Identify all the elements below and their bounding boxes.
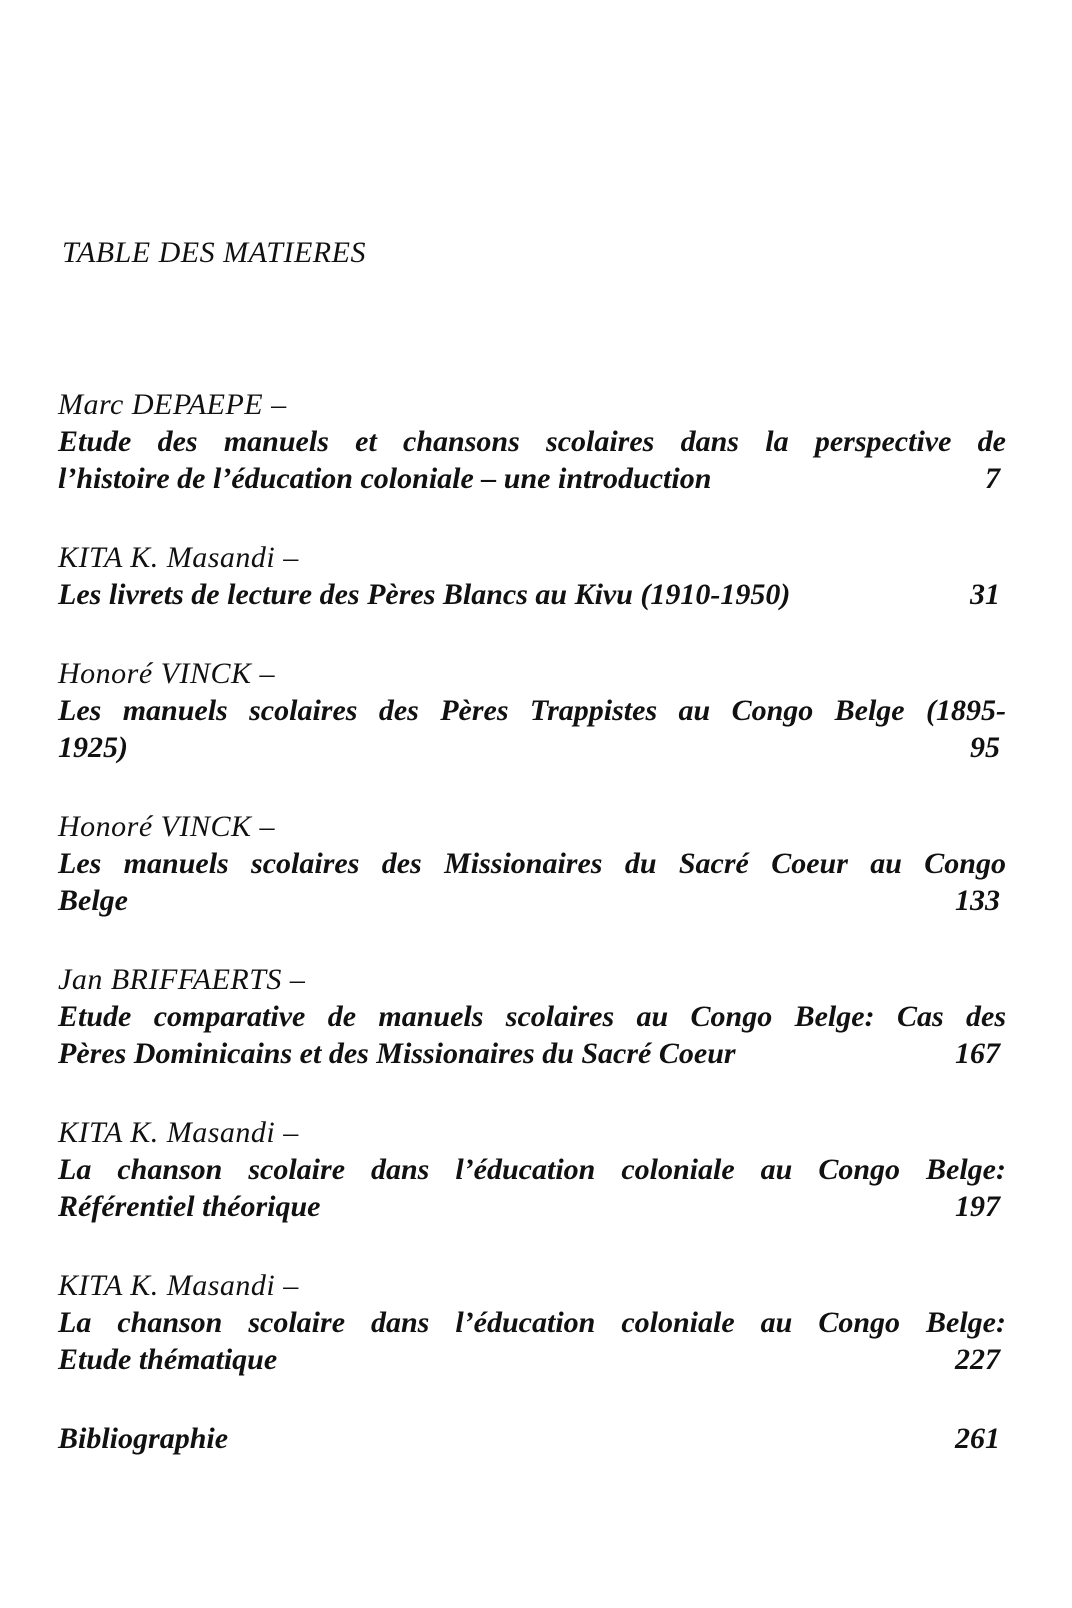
entry-author: KITA K. Masandi – bbox=[58, 1269, 299, 1302]
entry-title-text: Etude thématique bbox=[58, 1343, 278, 1376]
entry-author: Marc DEPAEPE – bbox=[58, 388, 287, 421]
entry-title-line: La chanson scolaire dans l’éducation coloniale au Congo Belge: bbox=[58, 1153, 1006, 1186]
toc-entry bbox=[58, 386, 1006, 497]
entry-title-line: Les manuels scolaires des Missionaires du Sacré Coeur au Congo bbox=[58, 847, 1006, 880]
entry-title-line bbox=[58, 576, 1006, 613]
entry-title-text: Référentiel théorique bbox=[58, 1190, 321, 1223]
entry-title-line bbox=[58, 882, 1006, 919]
table-of-contents bbox=[58, 386, 1006, 1457]
entry-title-line: Etude comparative de manuels scolaires au Congo Belge: Cas des bbox=[58, 1000, 1006, 1033]
entry-page-number: 133 bbox=[955, 884, 1000, 917]
toc-entry bbox=[58, 961, 1006, 1072]
bibliography-entry bbox=[58, 1420, 1006, 1457]
entry-title-line bbox=[58, 460, 1006, 497]
entry-title-line: La chanson scolaire dans l’éducation coloniale au Congo Belge: bbox=[58, 1306, 1006, 1339]
entry-title-line bbox=[58, 729, 1006, 766]
entry-author: Honoré VINCK – bbox=[58, 657, 275, 690]
entry-author: KITA K. Masandi – bbox=[58, 541, 299, 574]
bibliography-page-number: 261 bbox=[955, 1422, 1000, 1455]
toc-entry bbox=[58, 1267, 1006, 1378]
entry-author: Jan BRIFFAERTS – bbox=[58, 963, 306, 996]
entry-author: KITA K. Masandi – bbox=[58, 1116, 299, 1149]
entry-title-text: Les livrets de lecture des Pères Blancs au Kivu (1910-1950) bbox=[58, 578, 791, 611]
entry-title-text: 1925) bbox=[58, 731, 128, 764]
entry-page-number: 197 bbox=[955, 1190, 1000, 1223]
entry-page-number: 31 bbox=[970, 578, 1000, 611]
entry-title-text: Belge bbox=[58, 884, 128, 917]
toc-entry bbox=[58, 1114, 1006, 1225]
entry-page-number: 7 bbox=[985, 462, 1000, 495]
entry-title-line bbox=[58, 1035, 1006, 1072]
toc-entry bbox=[58, 539, 1006, 613]
entry-author: Honoré VINCK – bbox=[58, 810, 275, 843]
toc-entry bbox=[58, 808, 1006, 919]
toc-entry bbox=[58, 655, 1006, 766]
entry-page-number: 167 bbox=[955, 1037, 1000, 1070]
entry-title-line: Les manuels scolaires des Pères Trappistes au Congo Belge (1895- bbox=[58, 694, 1006, 727]
entry-title-text: l’histoire de l’éducation coloniale – une introduction bbox=[58, 462, 712, 495]
entry-page-number: 95 bbox=[970, 731, 1000, 764]
entry-page-number: 227 bbox=[955, 1343, 1000, 1376]
page-title: TABLE DES MATIERES bbox=[62, 236, 366, 269]
entry-title-text: Pères Dominicains et des Missionaires du Sacré Coeur bbox=[58, 1037, 736, 1070]
entry-title-line: Etude des manuels et chansons scolaires dans la perspective de bbox=[58, 425, 1006, 458]
entry-title-line bbox=[58, 1188, 1006, 1225]
bibliography-label: Bibliographie bbox=[58, 1422, 229, 1455]
entry-title-line bbox=[58, 1341, 1006, 1378]
